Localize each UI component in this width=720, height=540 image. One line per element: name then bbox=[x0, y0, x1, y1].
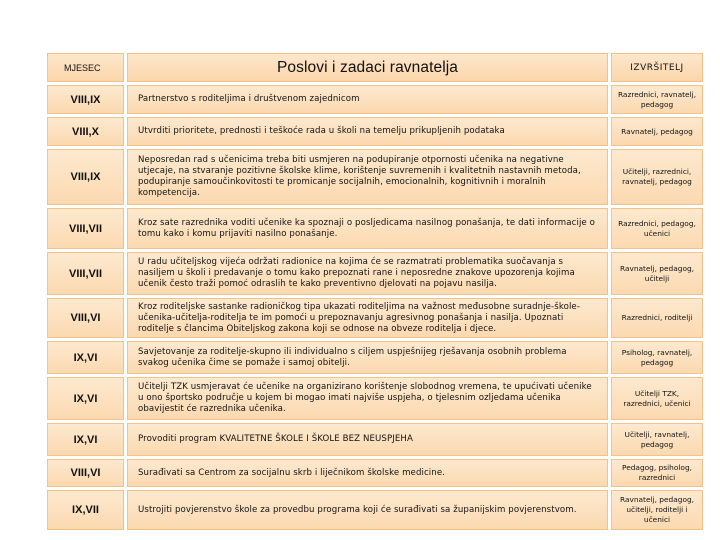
row-7-executor: Psiholog, ravnatelj, pedagog bbox=[611, 341, 703, 374]
row-8-task: Učitelji TZK usmjeravat će učenike na organizirano korištenje slobodnog vremena, te upućivati učenike u ono športsko područje u kojem bi mogao imati najviše uspjeha, o tjelesnim ozljedama učenika obavijestit će razrednika učenika. bbox=[127, 377, 608, 420]
row-4-month: VIII,VII bbox=[47, 208, 124, 249]
row-3-month: VIII,IX bbox=[47, 149, 124, 205]
row-9-month: IX,VI bbox=[47, 423, 124, 456]
row-10-month: VIII,VI bbox=[47, 459, 124, 487]
column-header-executor: IZVRŠITELJ bbox=[611, 53, 703, 82]
row-11-executor: Ravnatelj, pedagog, učitelji, roditelji i učenici bbox=[611, 490, 703, 530]
column-header-month: MJESEC bbox=[47, 53, 124, 82]
row-2-executor: Ravnatelj, pedagog bbox=[611, 117, 703, 146]
row-7-month: IX,VI bbox=[47, 341, 124, 374]
row-4-executor: Razrednici, pedagog, učenici bbox=[611, 208, 703, 249]
row-9-executor: Učitelji, ravnatelj, pedagog bbox=[611, 423, 703, 456]
row-8-executor: Učitelji TZK, razrednici, učenici bbox=[611, 377, 703, 420]
row-5-executor: Ravnatelj, pedagog, učitelji bbox=[611, 252, 703, 295]
row-10-executor: Pedagog, psiholog, razrednici bbox=[611, 459, 703, 487]
row-3-executor: Učitelji, razrednici, ravnatelj, pedagog bbox=[611, 149, 703, 205]
row-11-month: IX,VII bbox=[47, 490, 124, 530]
row-7-task: Savjetovanje za roditelje-skupno ili individualno s ciljem uspješnijeg rješavanja osobnih problema svakog učenika čime se pomaže i samoj obitelji. bbox=[127, 341, 608, 374]
row-8-month: IX,VI bbox=[47, 377, 124, 420]
row-3-task: Neposredan rad s učenicima treba biti usmjeren na podupiranje otpornosti učenika na negativne utjecaje, na stvaranje pozitivne školske klime, korištenje suvremenih i kvalitetnih nastavnih metoda, podupiranje samoučinkovitosti te promicanje socijalnih, emocionalnih, kognitivnih i moralnih kompetencija. bbox=[127, 149, 608, 205]
row-5-task: U radu učiteljskog vijeća održati radionice na kojima će se razmatrati problematika suočavanja s nasiljem u školi i predavanje o tomu kako prepoznati rane i neposredne znakove upozorenja kojima učenik često traži pomoć odraslih te kako preventivno djelovati na pojavu nasilja. bbox=[127, 252, 608, 295]
row-10-task: Surađivati sa Centrom za socijalnu skrb i liječnikom školske medicine. bbox=[127, 459, 608, 487]
row-4-task: Kroz sate razrednika voditi učenike ka spoznaji o posljedicama nasilnog ponašanja, te dati informacije o tomu kako i komu prijaviti nasilno ponašanje. bbox=[127, 208, 608, 249]
row-5-month: VIII,VII bbox=[47, 252, 124, 295]
table-title: Poslovi i zadaci ravnatelja bbox=[127, 53, 608, 82]
plan-table bbox=[47, 53, 703, 524]
row-1-executor: Razrednici, ravnatelj, pedagog bbox=[611, 85, 703, 114]
row-6-task: Kroz roditeljske sastanke radioničkog tipa ukazati roditeljima na važnost međusobne suradnje-škole-učenika-učitelja-roditelja te im pomoći u prepoznavanju agresivnog ponašanja i nasilja. Upoznati roditelje s člancima Obiteljskog zakona koji se odnose na obveze roditelja i djece. bbox=[127, 298, 608, 338]
row-1-month: VIII,IX bbox=[47, 85, 124, 114]
row-6-executor: Razrednici, roditelji bbox=[611, 298, 703, 338]
row-2-month: VIII,X bbox=[47, 117, 124, 146]
row-9-task: Provoditi program KVALITETNE ŠKOLE I ŠKOLE BEZ NEUSPJEHA bbox=[127, 423, 608, 456]
row-1-task: Partnerstvo s roditeljima i društvenom zajednicom bbox=[127, 85, 608, 114]
row-2-task: Utvrditi prioritete, prednosti i teškoće rada u školi na temelju prikupljenih podataka bbox=[127, 117, 608, 146]
row-11-task: Ustrojiti povjerenstvo škole za provedbu programa koji će surađivati sa županijskim povjerenstvom. bbox=[127, 490, 608, 530]
row-6-month: VIII,VI bbox=[47, 298, 124, 338]
